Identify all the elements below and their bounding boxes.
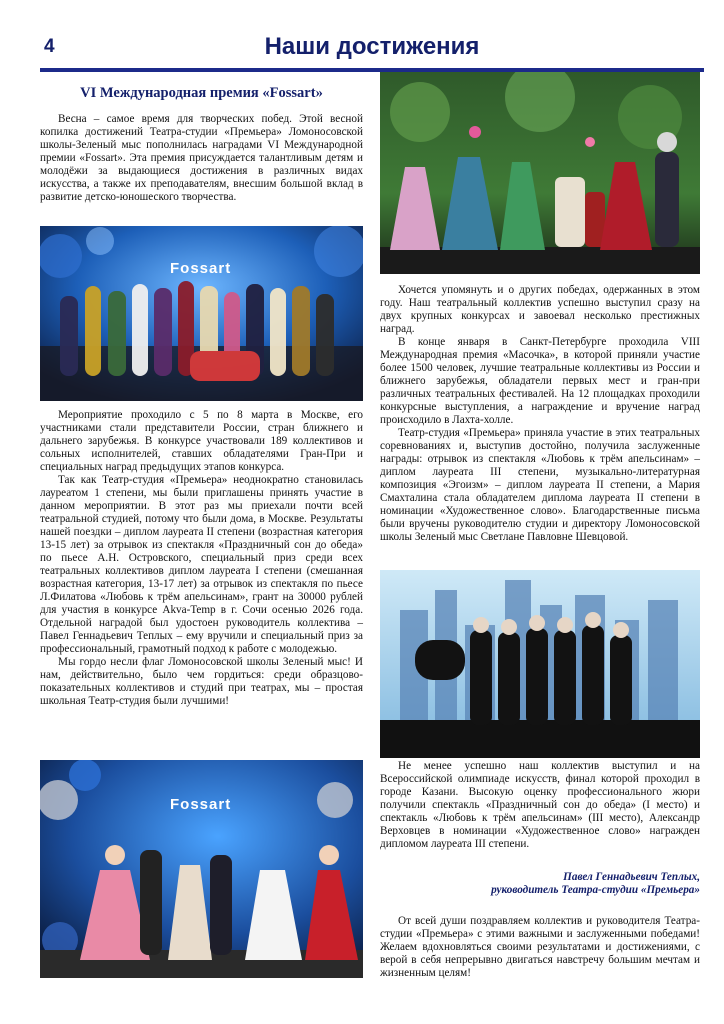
photo-logo-text: Fossart — [170, 260, 232, 277]
signature-role: руководитель Театра-студии «Премьера» — [491, 884, 700, 896]
paragraph-pride: Мы гордо несли флаг Ломоносовской школы Зеленый мыс! И нам, действительно, было чем гордиться: среди образцово-показательных коллективов и студий при театрах, мы – простая школьная Театр-студия были лучшими! — [40, 656, 363, 707]
paragraph-closing: От всей души поздравляем коллектив и руководителя Театра-студии «Премьера» с этими важными и заслуженными победами! Желаем вдохновляться своими результатами и достижениями, с верой в себя непрерывно двигаться навстречу большим мечтам и жизненным целям! — [380, 915, 700, 979]
paragraph-masochka: В конце января в Санкт-Петербурге проходила VIII Международная премия «Масочка», в которой приняли участие более 1500 человек, лучшие театральные коллективы из России и ближнего зарубежья, обладатели первых мест и гран-при различных театральных фестивалей. На 12 площадках проходили конкурсные выступления, а награждение и вручение наград происходило в Лахта-холле. — [380, 336, 700, 426]
photo-city-scene — [380, 570, 700, 758]
signature-name: Павел Геннадьевич Теплых, — [563, 871, 700, 883]
article-title: VI Международная премия «Fossart» — [80, 85, 323, 101]
page-number: 4 — [44, 36, 55, 57]
signature — [380, 871, 700, 897]
photo-stage-performance — [380, 72, 700, 274]
paragraph-awards: Театр-студия «Премьера» приняла участие в этих театральных соревнованиях и, выступив достойно, получила заслуженные награды: отрывок из спектакля «Любовь к трём апельсинам» – диплом лауреата III степени, музыкально-литературная композиция «Эгоизм» – диплом лауреата II степени, а Мария Смахталина стала обладателем диплома лауреата II степени в номинации «Художественное слово». Благодарственные письма были вручены руководителю студии и директору Ломоносовской школы Зеленый мыс Светлане Павловне Шевцовой. — [380, 427, 700, 543]
photo-group-fossart-wall — [40, 226, 363, 401]
paragraph-olympiad: Не менее успешно наш коллектив выступил и на Всероссийской олимпиаде искусств, финал которой проходил в городе Казани. Высокую оценку профессионального жюри получили спектакль «Праздничный сон до обеда» (I место) и спектакль «Любовь к трём апельсинам» (III место), Александр Верховцев в номинации «Художественное слово» награжден дипломом лауреата III степени. — [380, 760, 700, 850]
closing-block — [380, 915, 700, 980]
intro-block — [40, 113, 363, 204]
paragraph-event: Мероприятие проходило с 5 по 8 марта в Москве, его участниками стали представители России, стран ближнего и дальнего зарубежья. В конкурсе участвовали 189 коллективов и сольных исполнителей, ставших обладателями Гран-При и специальных наград предыдущих этапов конкурса. — [40, 409, 363, 473]
paragraph-other-wins: Хочется упомянуть и о других победах, одержанных в этом году. Наш театральный коллектив успешно выступил сразу на двух крупных конкурсах и завоевал несколько престижных наград. — [380, 284, 700, 335]
photo-costumes-fossart — [40, 760, 363, 978]
photo-logo-text-2: Fossart — [170, 796, 232, 813]
right-body — [380, 284, 700, 544]
section-title: Наши достижения — [264, 33, 480, 60]
paragraph-results: Так как Театр-студия «Премьера» неоднократно становилась лауреатом 1 степени, мы были приглашены принять участие в данном мероприятии. В этот раз мы приехали почти всей театральной студией, потому что были дома, в Москве. Результаты нашей поездки – диплом лауреата II степени (возрастная категория 13-15 лет) за отрывок из спектакля «Праздничный сон до обеда» по пьесе А.Н. Островского, специальный приз среди всех театральных коллективов диплом лауреата I степени (смешанная возрастная категория, 13-17 лет) за отрывок из спектакля по пьесе Л.Филатова «Любовь к трём апельсинам», грант на 30000 рублей для участия в конкурсе Akva-Temp в г. Сочи осенью 2026 года. Отдельной наградой был удостоен руководитель коллектива – Павел Геннадьевич Теплых – ему вручили и специальный приз за профессиональный, грамотный подход к работе с молодежью. — [40, 474, 363, 655]
paragraph-intro: Весна – самое время для творческих побед. Этой весной копилка достижений Театра-студии «Премьера» Ломоносовской школы-Зеленый мыс пополнилась наградами VI Международной премии «Fossart». Эта премия присуждается талантливым детям и молодёжи за выдающиеся достижения в различных видах искусства, а также их преподавателям, внесшим большой вклад в развитие детско-юношеского творчества. — [40, 113, 363, 203]
left-body — [40, 409, 363, 708]
olympiad-block — [380, 760, 700, 851]
